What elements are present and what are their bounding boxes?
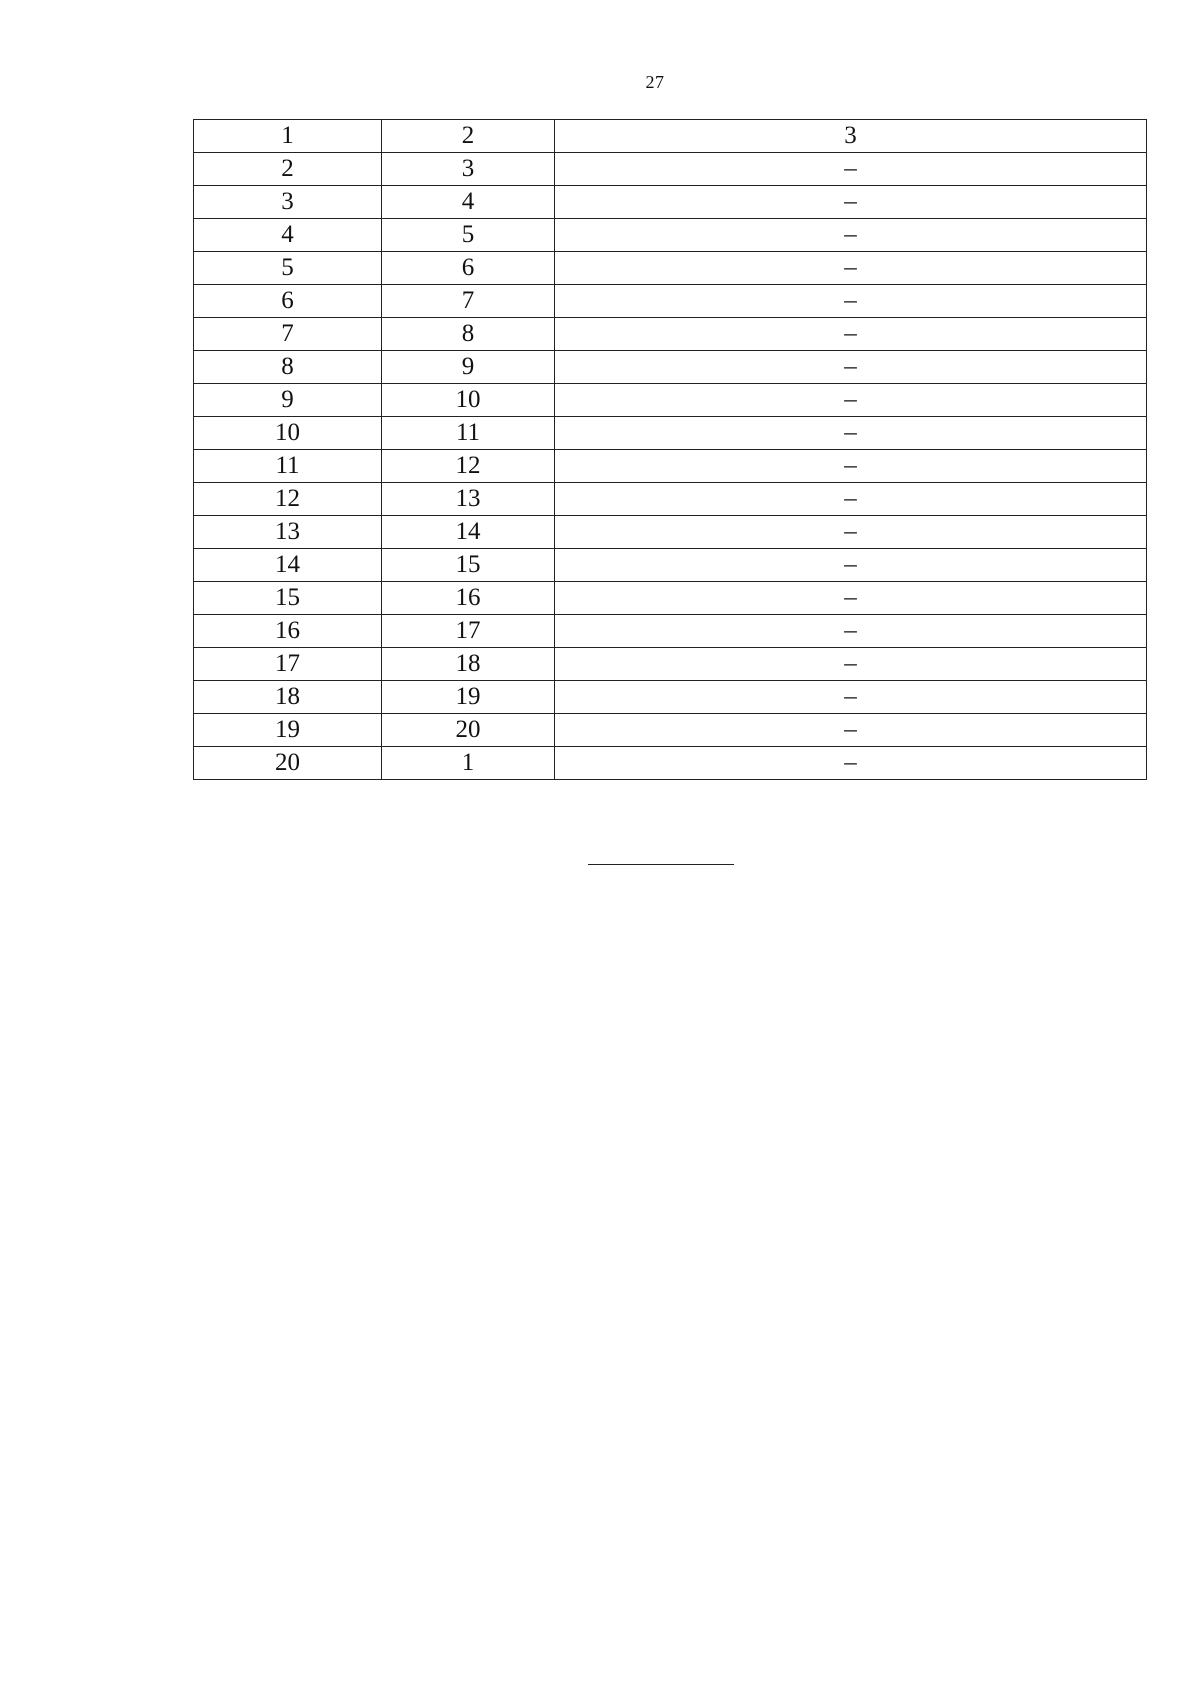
table-cell: 6 [382,252,555,285]
table-row [194,219,1147,252]
table-cell: 10 [382,384,555,417]
table-cell: 11 [194,450,382,483]
table-cell: 10 [194,417,382,450]
table-cell: – [555,219,1147,252]
table-cell: 13 [194,516,382,549]
table-cell: 4 [382,186,555,219]
table-cell: 3 [194,186,382,219]
table-cell: 13 [382,483,555,516]
table-row [194,549,1147,582]
table-cell: 20 [194,747,382,780]
table-cell: 1 [382,747,555,780]
table-cell: 14 [194,549,382,582]
table-cell: 2 [194,153,382,186]
table-row [194,384,1147,417]
table-row [194,318,1147,351]
table-cell: – [555,648,1147,681]
table-row [194,186,1147,219]
table-cell: – [555,516,1147,549]
table-row [194,285,1147,318]
table-cell: 12 [194,483,382,516]
table-cell: 8 [382,318,555,351]
table-row [194,417,1147,450]
table-cell: – [555,747,1147,780]
table-cell: 7 [194,318,382,351]
table-body [194,120,1147,780]
column-number-2: 2 [382,120,555,153]
table-cell: – [555,252,1147,285]
table-row [194,582,1147,615]
table-cell: – [555,549,1147,582]
table-cell: 9 [194,384,382,417]
table-row [194,351,1147,384]
table-cell: 6 [194,285,382,318]
table-cell: 15 [382,549,555,582]
table-row [194,648,1147,681]
table-row [194,153,1147,186]
table-cell: 9 [382,351,555,384]
table-cell: 7 [382,285,555,318]
table-cell: 18 [382,648,555,681]
table-cell: 18 [194,681,382,714]
table-cell: 16 [382,582,555,615]
column-number-3: 3 [555,120,1147,153]
table-cell: 5 [194,252,382,285]
table-cell: – [555,384,1147,417]
table-row [194,615,1147,648]
table-cell: – [555,714,1147,747]
table-cell: – [555,318,1147,351]
document-end-rule [588,864,734,865]
table-cell: 12 [382,450,555,483]
table-cell: – [555,615,1147,648]
table-cell: 3 [382,153,555,186]
table-row [194,483,1147,516]
table-cell: – [555,351,1147,384]
table-cell: 17 [382,615,555,648]
table-cell: – [555,582,1147,615]
table-cell: 19 [382,681,555,714]
table-cell: – [555,186,1147,219]
table-header-row [194,120,1147,153]
data-table [193,119,1147,780]
table-cell: 20 [382,714,555,747]
table-cell: – [555,681,1147,714]
table-cell: – [555,450,1147,483]
table-cell: – [555,285,1147,318]
table-cell: – [555,153,1147,186]
table-cell: 16 [194,615,382,648]
table-row [194,450,1147,483]
table-cell: 5 [382,219,555,252]
table-cell: 15 [194,582,382,615]
table-cell: 17 [194,648,382,681]
column-number-1: 1 [194,120,382,153]
table-cell: 19 [194,714,382,747]
table-cell: – [555,483,1147,516]
table-cell: 11 [382,417,555,450]
table-row [194,714,1147,747]
table-row [194,252,1147,285]
table-row [194,681,1147,714]
table-cell: 4 [194,219,382,252]
page-number: 27 [645,72,665,92]
table-row [194,747,1147,780]
table-row [194,516,1147,549]
table-cell: 8 [194,351,382,384]
table-cell: 14 [382,516,555,549]
table-cell: – [555,417,1147,450]
